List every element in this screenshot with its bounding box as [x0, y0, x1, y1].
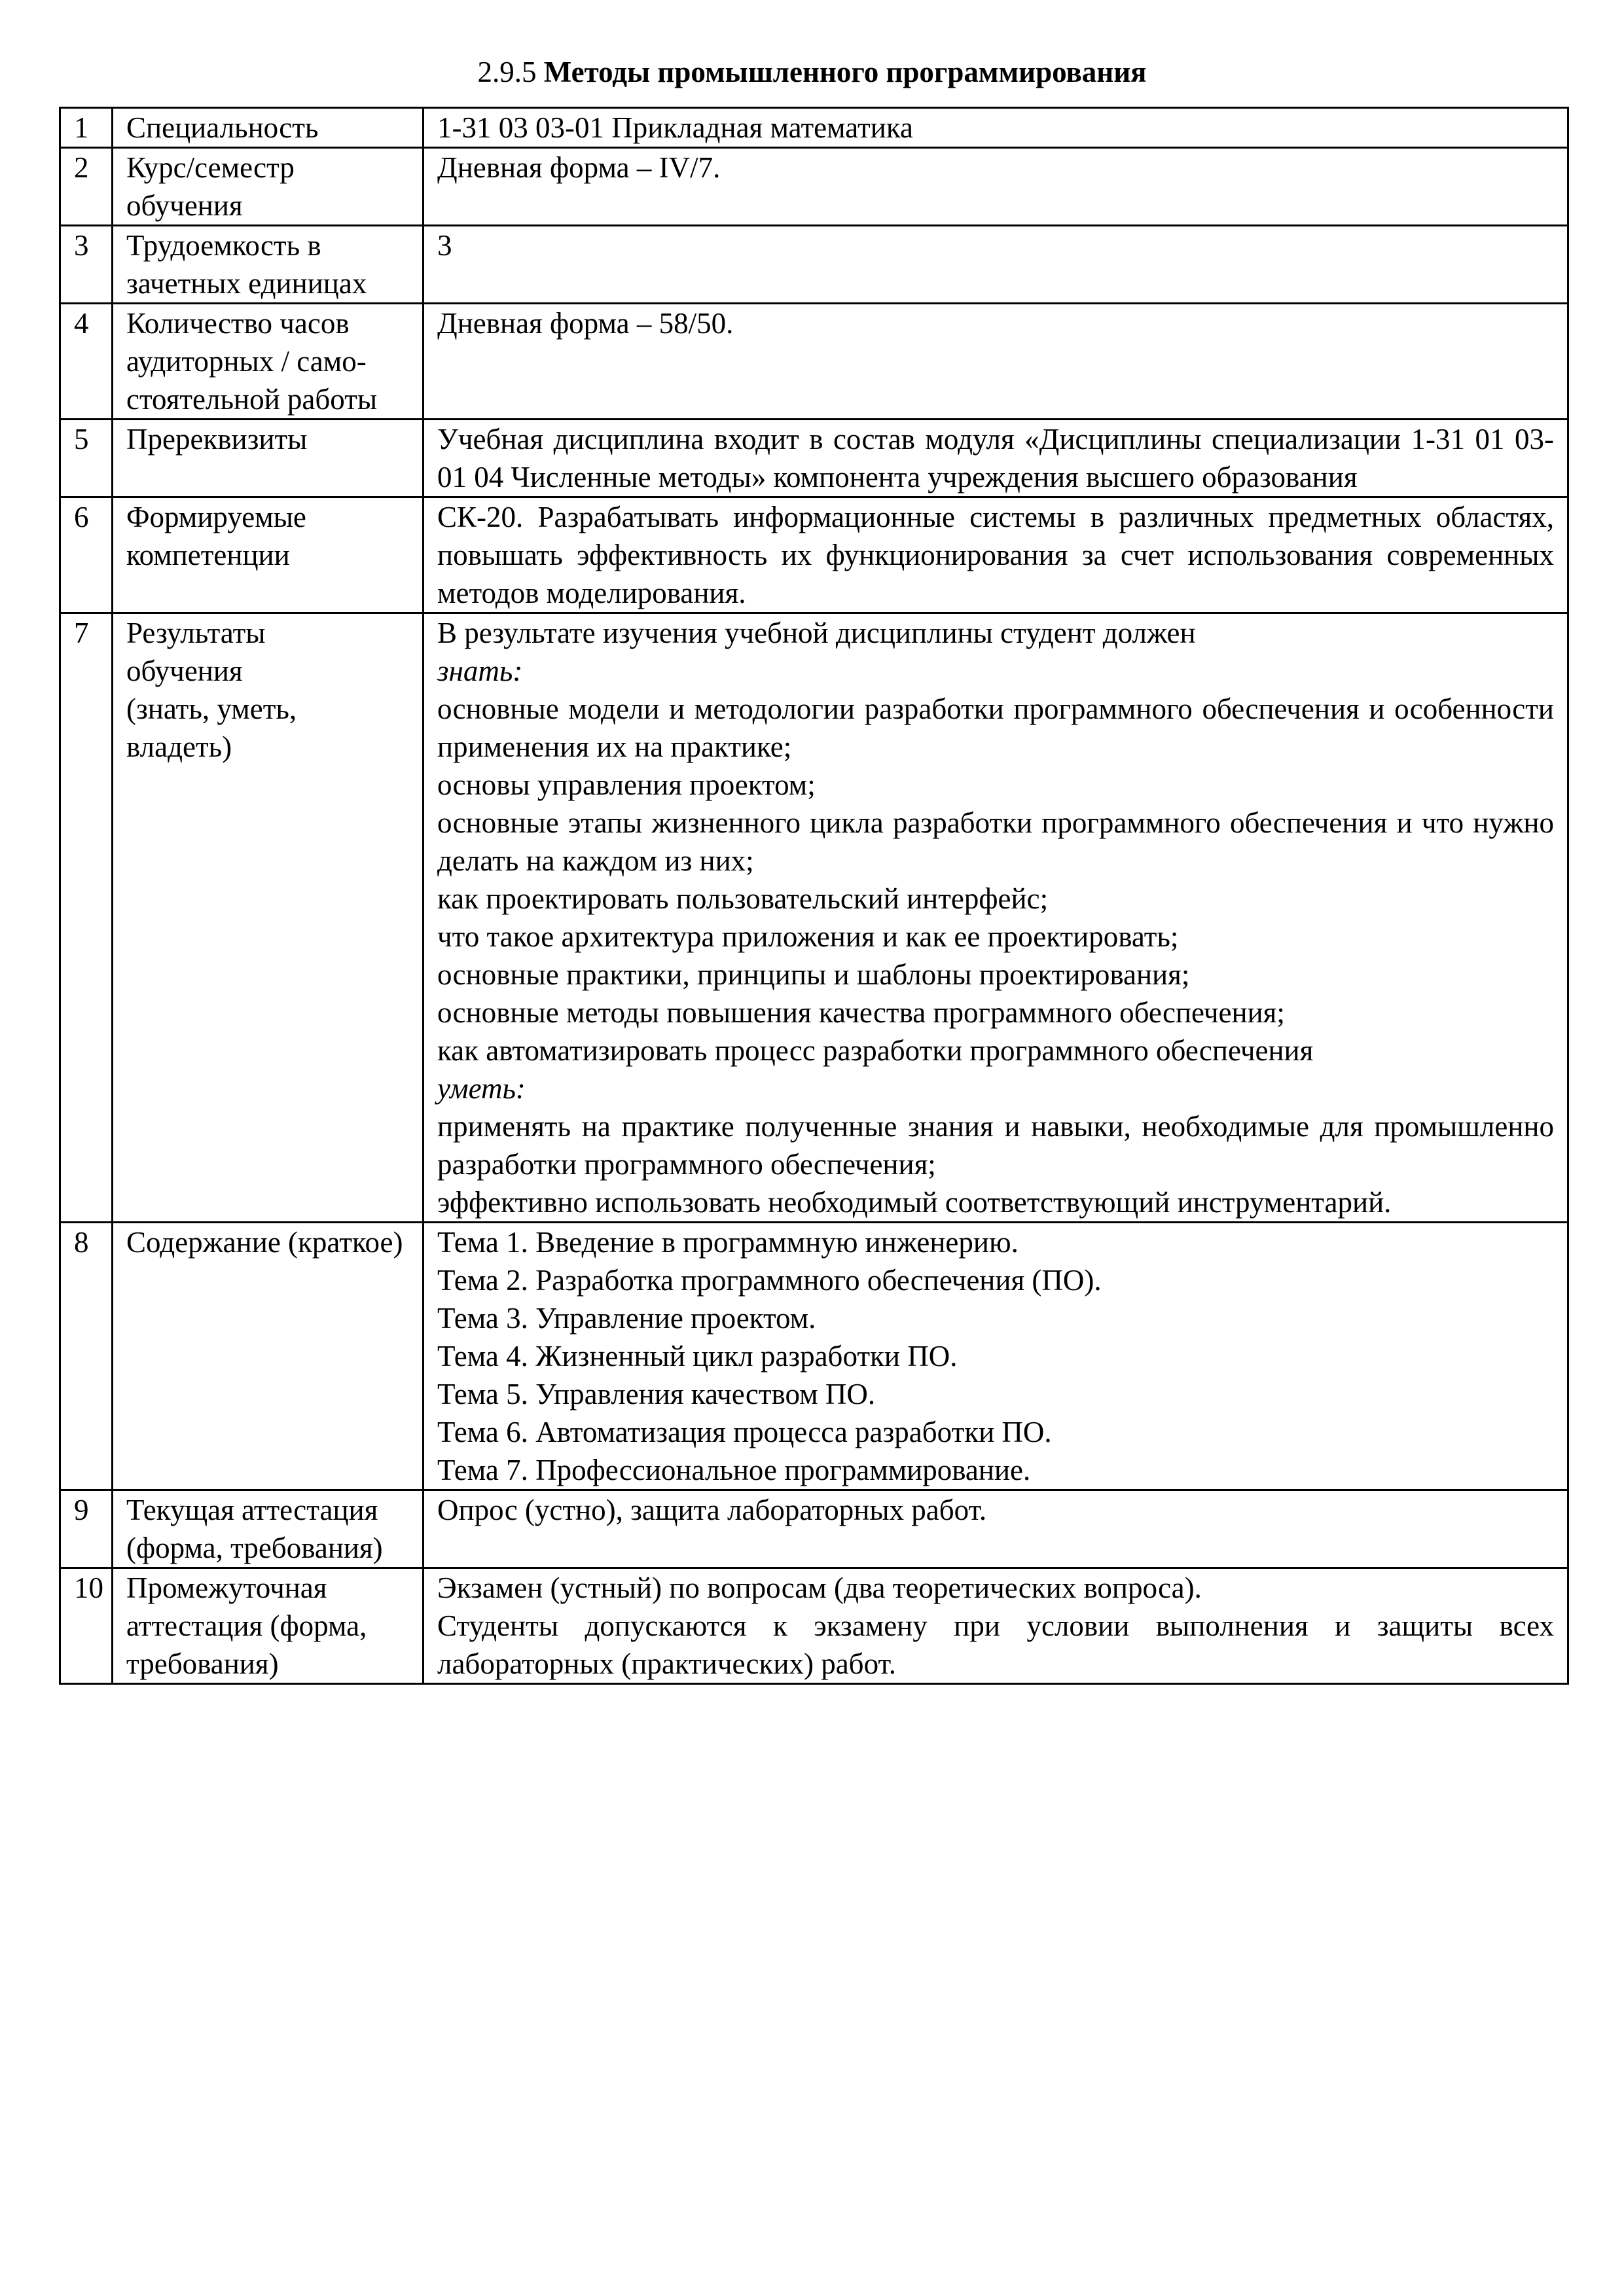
- row-number: 1: [60, 108, 113, 148]
- topic-item: Тема 5. Управления качеством ПО.: [437, 1378, 876, 1410]
- table-row: [60, 1223, 1568, 1490]
- row-label-line: владеть): [126, 730, 232, 763]
- row-content: 1-31 03 03-01 Прикладная математика: [424, 108, 1568, 148]
- table-row: [60, 226, 1568, 304]
- content-paragraph: основные модели и методологии разработки программного обеспечения и особенности применения их на практике;: [437, 692, 1554, 763]
- row-label: Промежуточная аттестация (форма, требования): [113, 1568, 424, 1684]
- content-subheading: уметь:: [437, 1072, 526, 1105]
- content-paragraph: эффективно использовать необходимый соответствующий инструментарий.: [437, 1186, 1392, 1219]
- content-paragraph: как проектировать пользовательский интерфейс;: [437, 882, 1049, 915]
- row-content: 3: [424, 226, 1568, 304]
- title-text: Методы промышленного программирования: [543, 56, 1147, 88]
- row-number: 7: [60, 613, 113, 1223]
- row-content: Опрос (устно), защита лабораторных работ.: [424, 1490, 1568, 1568]
- row-content: Дневная форма – 58/50.: [424, 304, 1568, 420]
- topic-item: Тема 6. Автоматизация процесса разработки ПО.: [437, 1416, 1052, 1448]
- row-number: 2: [60, 148, 113, 226]
- row-content: Дневная форма – IV/7.: [424, 148, 1568, 226]
- row-label: Специальность: [113, 108, 424, 148]
- row-label: [113, 613, 424, 1223]
- content-paragraph: Студенты допускаются к экзамену при условии выполнения и защиты всех лабораторных (практических) работ.: [437, 1609, 1554, 1680]
- content-paragraph: основные практики, принципы и шаблоны проектирования;: [437, 958, 1190, 991]
- topic-item: Тема 2. Разработка программного обеспечения (ПО).: [437, 1264, 1102, 1297]
- topic-item: Тема 3. Управление проектом.: [437, 1302, 816, 1335]
- table-row: [60, 108, 1568, 148]
- row-label: Курс/семестр обучения: [113, 148, 424, 226]
- row-content: [424, 1223, 1568, 1490]
- row-label: Текущая аттестация (форма, требования): [113, 1490, 424, 1568]
- content-paragraph: основные этапы жизненного цикла разработки программного обеспечения и что нужно делать на каждом из них;: [437, 806, 1554, 877]
- content-paragraph: применять на практике полученные знания и навыки, необходимые для промышленно разработки программного обеспечения;: [437, 1110, 1554, 1181]
- content-paragraph: что такое архитектура приложения и как ее проектировать;: [437, 920, 1179, 953]
- row-number: 3: [60, 226, 113, 304]
- row-number: 5: [60, 420, 113, 497]
- row-number: 9: [60, 1490, 113, 1568]
- table-row: [60, 148, 1568, 226]
- content-paragraph: В результате изучения учебной дисциплины студент должен: [437, 617, 1196, 649]
- topic-item: Тема 4. Жизненный цикл разработки ПО.: [437, 1340, 958, 1372]
- content-paragraph: основные методы повышения качества программного обеспечения;: [437, 996, 1285, 1029]
- row-label: Пререквизиты: [113, 420, 424, 497]
- content-subheading: знать:: [437, 655, 523, 687]
- content-paragraph: основы управления проектом;: [437, 768, 816, 801]
- row-number: 10: [60, 1568, 113, 1684]
- topic-item: Тема 7. Профессиональное программирование.: [437, 1454, 1031, 1486]
- row-content: [424, 613, 1568, 1223]
- row-label: Количество часов аудиторных / само-стоятельной работы: [113, 304, 424, 420]
- row-content: [424, 1568, 1568, 1684]
- table-row: [60, 1568, 1568, 1684]
- title-number: 2.9.5: [477, 56, 537, 88]
- row-label-line: обучения: [126, 655, 243, 687]
- table-row: [60, 304, 1568, 420]
- row-label: Содержание (краткое): [113, 1223, 424, 1490]
- row-content: Учебная дисциплина входит в состав модуля «Дисциплины специализации 1-31 01 03-01 04 Численные методы» компонента учреждения высшего образования: [424, 420, 1568, 497]
- row-number: 6: [60, 497, 113, 613]
- document-title: [0, 52, 1624, 92]
- topic-item: Тема 1. Введение в программную инженерию.: [437, 1226, 1019, 1259]
- table-row: [60, 613, 1568, 1223]
- row-label: Формируемые компетенции: [113, 497, 424, 613]
- table-row: [60, 420, 1568, 497]
- row-content: СК-20. Разрабатывать информационные системы в различных предметных областях, повышать эффективность их функционирования за счет использования современных методов моделирования.: [424, 497, 1568, 613]
- table-row: [60, 1490, 1568, 1568]
- table-row: [60, 497, 1568, 613]
- row-number: 8: [60, 1223, 113, 1490]
- discipline-table: [59, 107, 1569, 1685]
- row-number: 4: [60, 304, 113, 420]
- row-label: Трудоемкость в зачетных единицах: [113, 226, 424, 304]
- row-label-line: (знать, уметь,: [126, 692, 297, 725]
- content-paragraph: как автоматизировать процесс разработки программного обеспечения: [437, 1034, 1314, 1067]
- row-label-line: Результаты: [126, 617, 266, 649]
- content-paragraph: Экзамен (устный) по вопросам (два теоретических вопроса).: [437, 1571, 1202, 1604]
